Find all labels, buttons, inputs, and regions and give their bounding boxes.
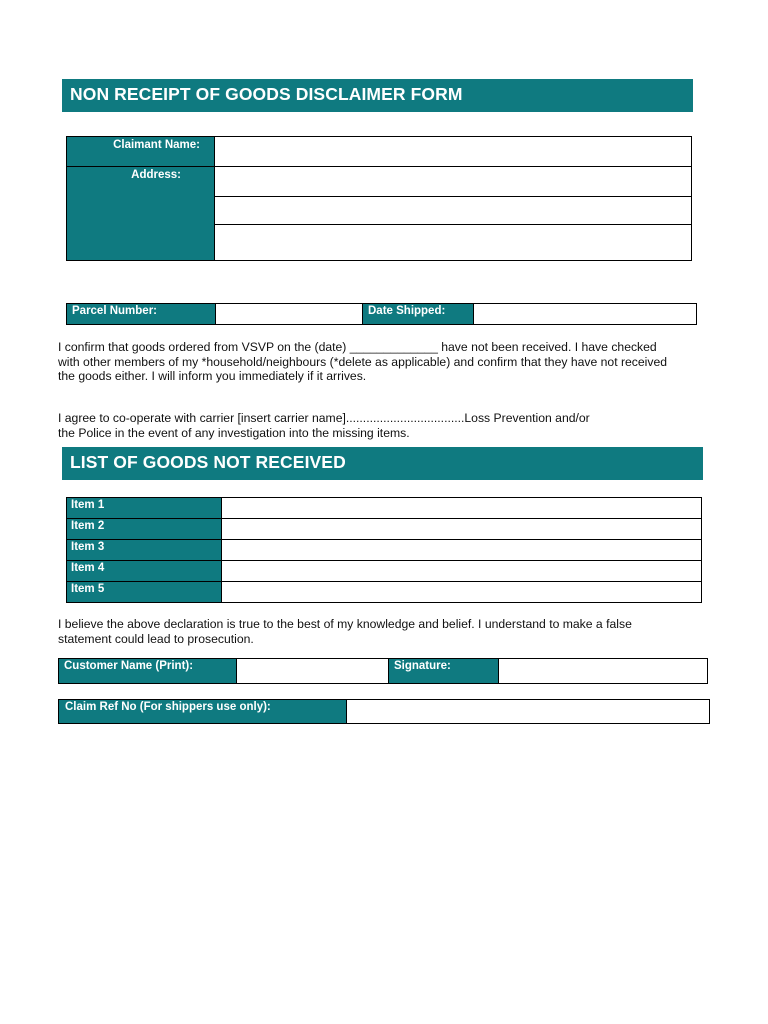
- date-shipped-field[interactable]: [473, 303, 697, 325]
- item-field[interactable]: [221, 581, 702, 603]
- item-field[interactable]: [221, 560, 702, 582]
- item-label: Item 3: [66, 539, 222, 561]
- item-field[interactable]: [221, 518, 702, 540]
- cooperate-statement: [58, 411, 738, 440]
- item-field[interactable]: [221, 497, 702, 519]
- address-label: Address:: [66, 166, 215, 261]
- declaration-line: statement could lead to prosecution.: [58, 631, 254, 646]
- customer-name-label: Customer Name (Print):: [58, 658, 237, 684]
- address-line-3-field[interactable]: [214, 224, 692, 261]
- form-title: NON RECEIPT OF GOODS DISCLAIMER FORM: [62, 79, 693, 112]
- claim-ref-field[interactable]: [346, 699, 710, 724]
- goods-table: [66, 497, 702, 603]
- date-shipped-label: Date Shipped:: [362, 303, 474, 325]
- customer-name-field[interactable]: [236, 658, 389, 684]
- confirm-line: with other members of my *household/neighbours (*delete as applicable) and confirm that they have not received: [58, 354, 668, 369]
- item-label: Item 4: [66, 560, 222, 582]
- confirm-line: the goods either. I will inform you immediately if it arrives.: [58, 369, 367, 384]
- claimant-name-label: Claimant Name:: [66, 136, 215, 167]
- declaration-line: I believe the above declaration is true to the best of my knowledge and belief. I understand to make a false: [58, 617, 632, 631]
- parcel-row: [66, 303, 697, 325]
- item-label: Item 5: [66, 581, 222, 603]
- claim-ref-row: [58, 699, 710, 724]
- claimant-section: [66, 136, 692, 261]
- claim-ref-label: Claim Ref No (For shippers use only):: [58, 699, 347, 724]
- signature-label: Signature:: [388, 658, 499, 684]
- confirm-line: I confirm that goods ordered from VSVP on the (date) _____________ have not been received. I have checked: [58, 340, 657, 354]
- address-line-1-field[interactable]: [214, 166, 692, 197]
- item-field[interactable]: [221, 539, 702, 561]
- address-line-2-field[interactable]: [214, 196, 692, 225]
- goods-section-title: LIST OF GOODS NOT RECEIVED: [62, 447, 703, 480]
- claimant-name-field[interactable]: [214, 136, 692, 167]
- signoff-row: [58, 658, 708, 684]
- cooperate-line: the Police in the event of any investigation into the missing items.: [58, 425, 410, 440]
- signature-field[interactable]: [498, 658, 708, 684]
- item-label: Item 2: [66, 518, 222, 540]
- confirm-statement: [58, 340, 738, 384]
- parcel-number-field[interactable]: [215, 303, 363, 325]
- parcel-number-label: Parcel Number:: [66, 303, 216, 325]
- declaration-statement: [58, 617, 738, 646]
- item-label: Item 1: [66, 497, 222, 519]
- cooperate-line: I agree to co-operate with carrier [insert carrier name]...................................Loss Prevention and/or: [58, 411, 590, 425]
